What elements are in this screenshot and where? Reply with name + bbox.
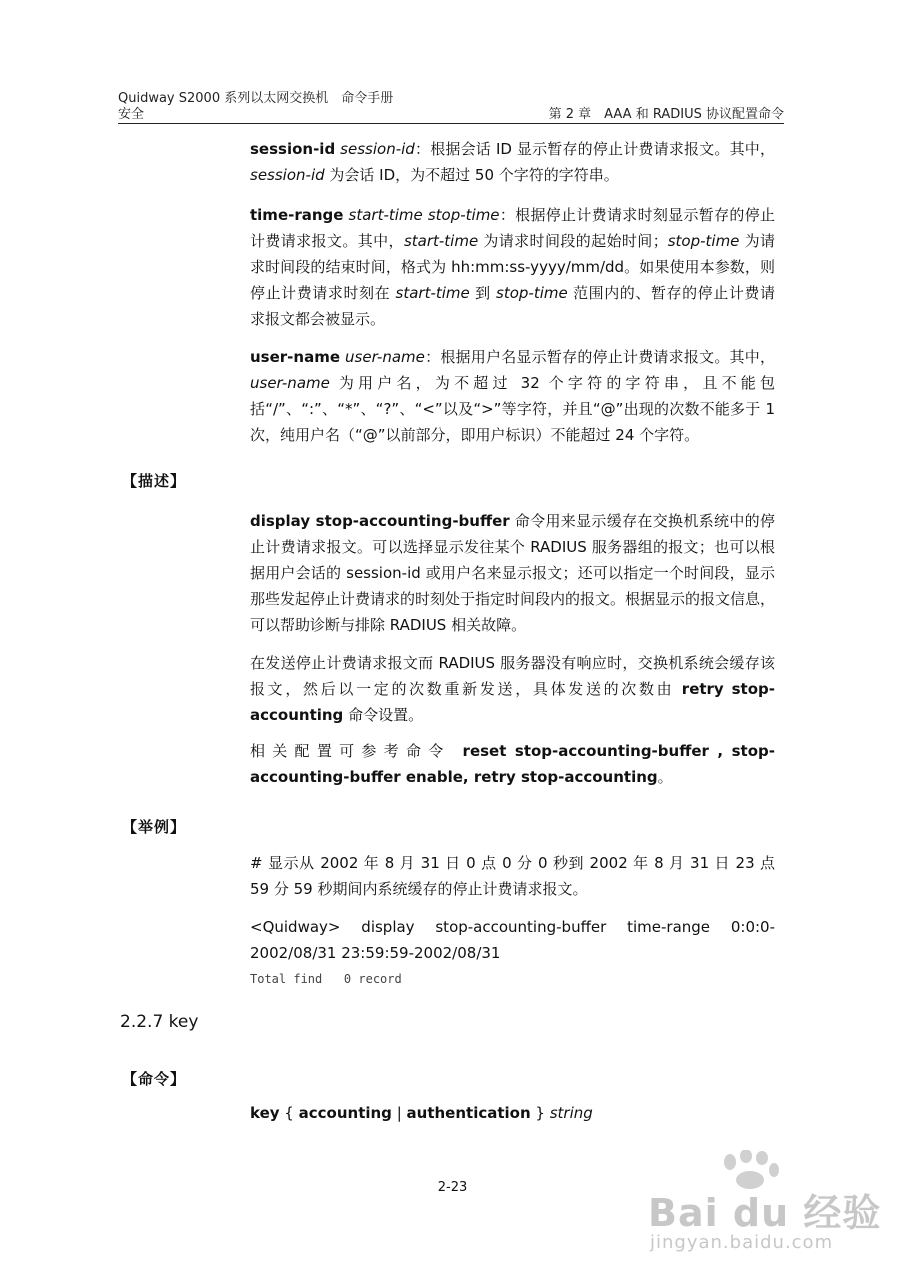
param-text: 为请求时间段的结束时间，格式为 hh:mm:ss-yyyy/mm/dd。如果使用本参数，则停止计费请求时刻在	[250, 232, 775, 302]
description-text: 。	[657, 768, 673, 786]
section-description-title: 【描述】	[122, 472, 187, 490]
description-text: 在发送停止计费请求报文而 RADIUS 服务器没有响应时，交换机系统会缓存该报文，然后以一定的次数重新发送，具体发送的次数由	[250, 654, 775, 698]
param-text: 范围内的、暂存的停止计费请求报文都会被显示。	[250, 284, 775, 328]
param-argument: start-time	[395, 284, 470, 302]
description-paragraph-2	[250, 650, 775, 728]
header-chapter: 第 2 章 AAA 和 RADIUS 协议配置命令	[548, 107, 784, 122]
description-paragraph-1	[250, 508, 775, 638]
section-example-title: 【举例】	[122, 818, 187, 836]
description-text: 命令设置。	[343, 706, 424, 724]
header-manual-title: Quidway S2000 系列以太网交换机 命令手册	[118, 91, 394, 106]
command-keyword: display stop-accounting-buffer	[250, 512, 510, 530]
param-keyword: time-range	[250, 206, 344, 224]
example-description: # 显示从 2002 年 8 月 31 日 0 点 0 分 0 秒到 2002 年 8 月 31 日 23 点 59 分 59 秒期间内系统缓存的停止计费请求报文。	[250, 854, 775, 898]
command-option: accounting	[298, 1104, 392, 1122]
page-number: 2-23	[437, 1180, 468, 1195]
syntax-brace: }	[530, 1104, 550, 1122]
param-keyword: user-name	[250, 348, 341, 366]
example-output: Total find 0 record	[250, 972, 402, 986]
header-rule	[118, 123, 784, 124]
param-argument: user-name	[250, 374, 330, 392]
command-keyword: key	[250, 1104, 280, 1122]
param-argument: start-time	[403, 232, 479, 250]
param-text: ：根据会话 ID 显示暂存的停止计费请求报文。其中，	[414, 140, 775, 158]
param-text: 为请求时间段的起始时间；	[478, 232, 668, 250]
example-command: <Quidway> display stop-accounting-buffer time-range 0:0:0-2002/08/31 23:59:59-2002/08/31	[250, 918, 775, 962]
param-argument: session-id	[340, 140, 415, 158]
description-text: 命令用来显示缓存在交换机系统中的停止计费请求报文。可以选择显示发往某个 RADIUS 服务器组的报文；也可以根据用户会话的 session-id 或用户名来显示报文；还可以指定一个时间段，显示那些发起停止计费请求的时刻处于指定时间段内的报文。根据显示的报文信息，可以帮助诊断与排除 RADIUS 相关故障。	[250, 512, 776, 634]
syntax-separator: |	[391, 1104, 407, 1122]
param-argument: user-name	[345, 348, 425, 366]
param-text: 到	[469, 284, 497, 302]
description-paragraph-3	[250, 738, 775, 790]
param-time-range	[250, 202, 775, 332]
param-argument: stop-time	[667, 232, 740, 250]
baidu-watermark	[648, 1150, 882, 1260]
param-text: ：根据用户名显示暂存的停止计费请求报文。其中，	[424, 348, 775, 366]
param-text: ：根据停止计费请求时刻显示暂存的停止计费请求报文。其中，	[250, 206, 775, 250]
param-session-id	[250, 136, 775, 188]
watermark-url: jingyan.baidu.com	[650, 1232, 834, 1253]
description-text: 相关配置可参考命令	[250, 742, 463, 760]
header-section: 安全	[118, 107, 145, 122]
param-text: 为用户名，为不超过 32 个字符的字符串，且不能包括“/”、“:”、“*”、“?”、“<”以及“>”等字符，并且“@”出现的次数不能多于 1 次，纯用户名（“@”以前部分，即用户标识）不能超过 24 个字符。	[250, 374, 775, 444]
command-argument: string	[549, 1104, 593, 1122]
param-text: 为会话 ID，为不超过 50 个字符的字符串。	[324, 166, 619, 184]
section-command-title: 【命令】	[122, 1070, 187, 1088]
command-option: authentication	[406, 1104, 531, 1122]
param-user-name	[250, 344, 775, 448]
param-argument: start-time stop-time	[348, 206, 500, 224]
syntax-brace: {	[279, 1104, 299, 1122]
param-argument: stop-time	[496, 284, 568, 302]
param-argument: session-id	[250, 166, 325, 184]
param-keyword: session-id	[250, 140, 336, 158]
command-keyword: reset stop-accounting-buffer , stop-accounting-buffer enable, retry stop-accounting	[250, 742, 775, 786]
command-keyword: retry stop-accounting	[250, 680, 775, 724]
watermark-logo: Bai du 经验	[648, 1191, 882, 1235]
section-heading: 2.2.7 key	[120, 1012, 199, 1032]
command-syntax	[250, 1100, 775, 1126]
